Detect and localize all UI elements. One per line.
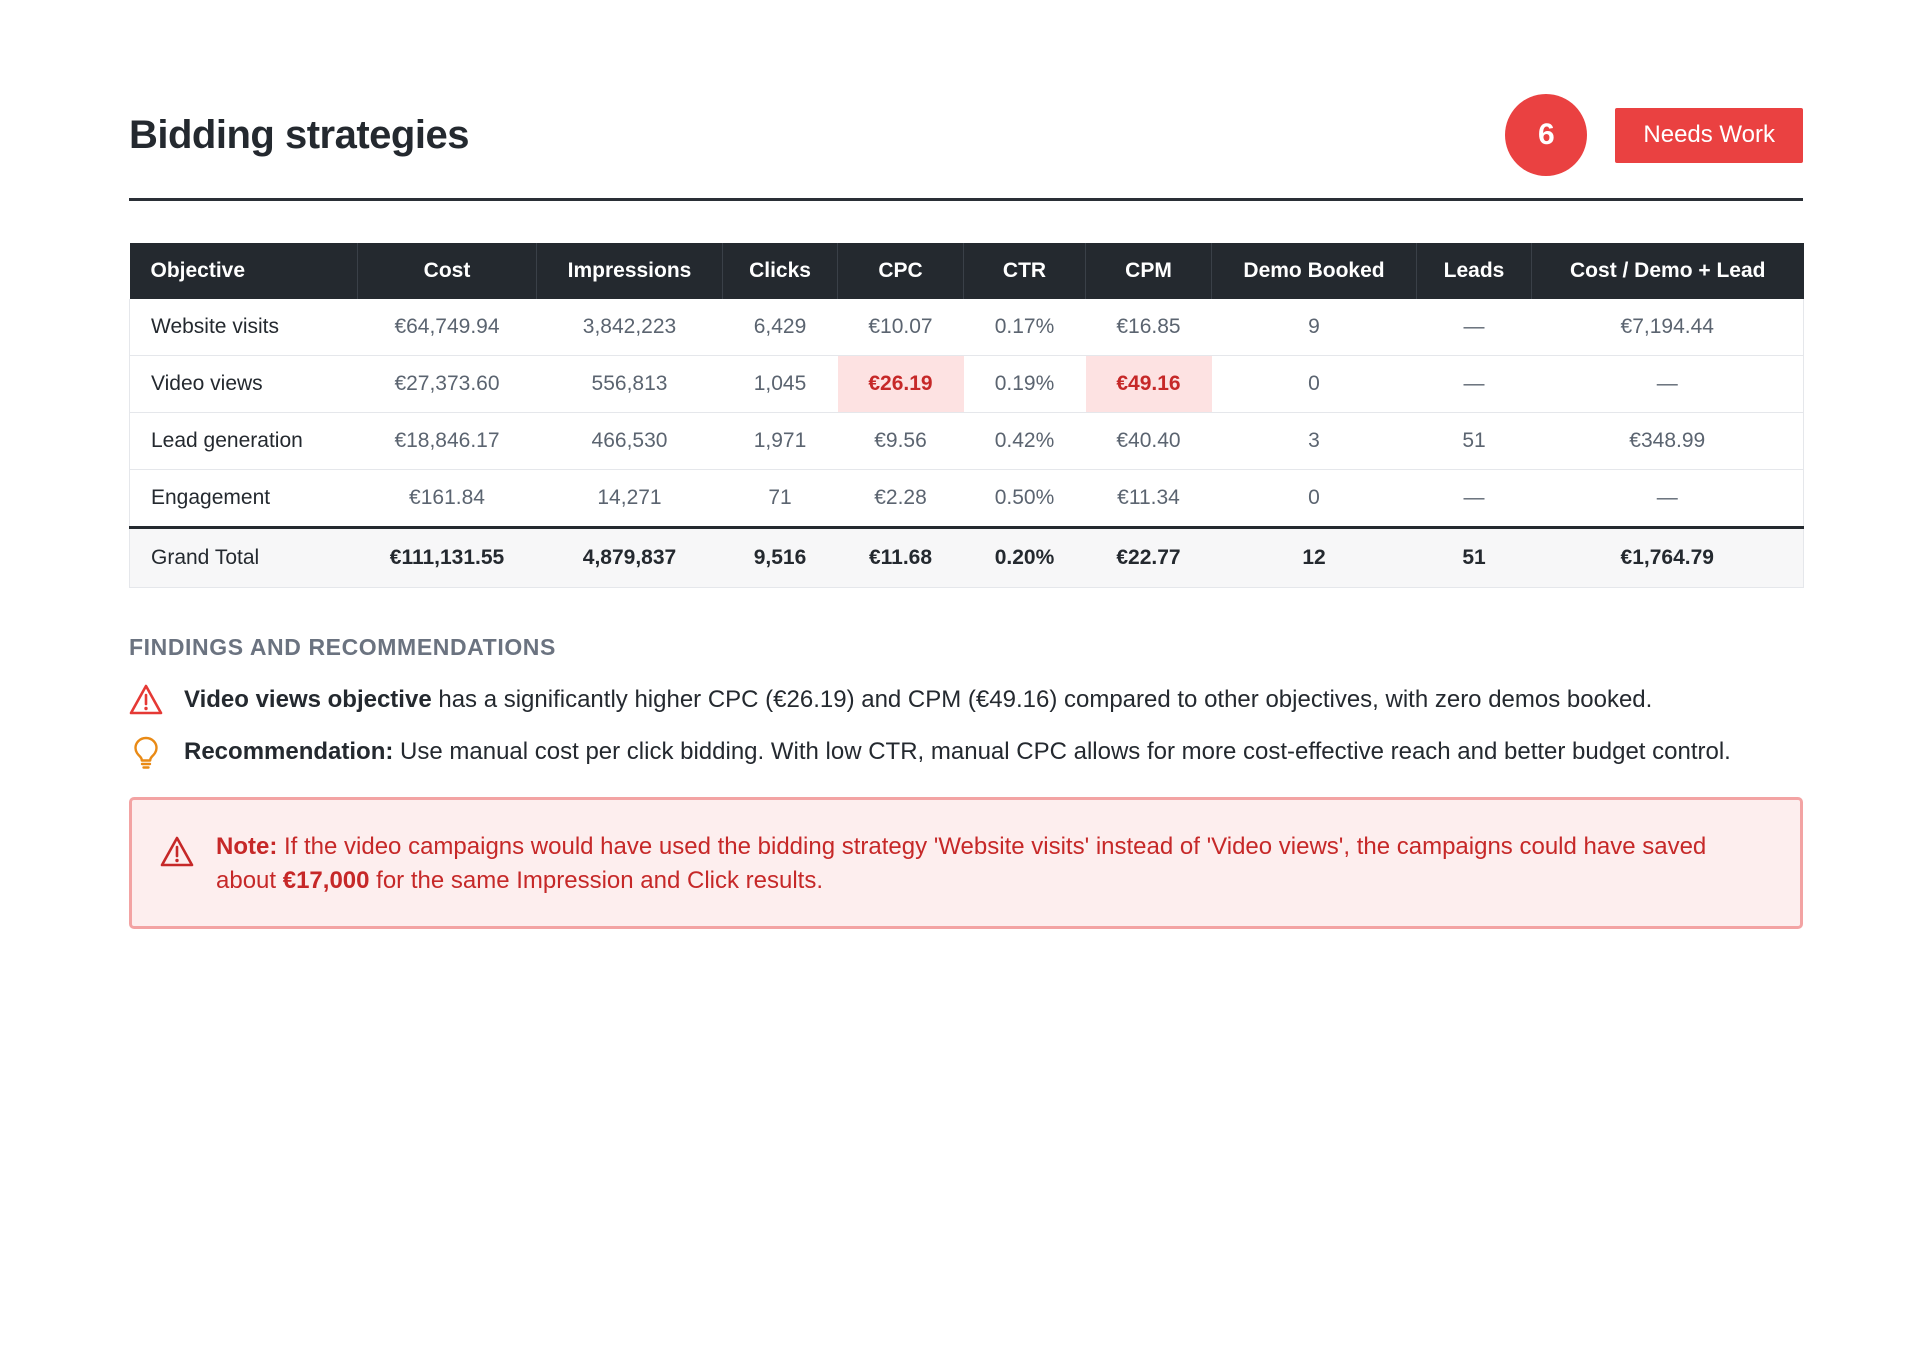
finding-body: has a significantly higher CPC (€26.19) and CPM (€49.16) compared to other objectives, with zero demos booked. [431, 686, 1653, 713]
grand-total-row [130, 528, 1804, 588]
table-cell: Lead generation [130, 413, 358, 470]
column-header[interactable]: CPC [838, 243, 964, 299]
table-cell: €348.99 [1532, 413, 1804, 470]
table-cell: 51 [1417, 413, 1532, 470]
report-page [129, 94, 1803, 929]
finding-text [184, 686, 1652, 714]
total-cell: €11.68 [838, 528, 964, 588]
recommendation-bold: Recommendation: [184, 738, 394, 765]
total-cell: €111,131.55 [358, 528, 537, 588]
finding-item [129, 683, 1803, 717]
column-header[interactable]: Cost / Demo + Lead [1532, 243, 1804, 299]
table-cell: — [1417, 356, 1532, 413]
table-row [130, 356, 1804, 413]
table-cell: €7,194.44 [1532, 299, 1804, 356]
total-cell: 12 [1212, 528, 1417, 588]
total-cell: 0.20% [964, 528, 1086, 588]
table-cell: €16.85 [1086, 299, 1212, 356]
table-header-row [130, 243, 1804, 299]
warning-icon [129, 683, 163, 717]
column-header[interactable]: Clicks [723, 243, 838, 299]
table-cell: €161.84 [358, 470, 537, 528]
note-callout [129, 797, 1803, 929]
section-header [129, 94, 1803, 201]
table-cell: 0 [1212, 470, 1417, 528]
table-cell: 0 [1212, 356, 1417, 413]
lightbulb-icon [129, 735, 163, 769]
note-amount: €17,000 [282, 867, 370, 894]
total-cell: 4,879,837 [537, 528, 723, 588]
table-cell: 0.50% [964, 470, 1086, 528]
table-cell: Website visits [130, 299, 358, 356]
note-label: Note: [216, 833, 278, 860]
total-cell: 9,516 [723, 528, 838, 588]
recommendation-text [184, 738, 1731, 766]
total-cell: €22.77 [1086, 528, 1212, 588]
column-header[interactable]: Objective [130, 243, 358, 299]
total-cell: €1,764.79 [1532, 528, 1804, 588]
table-cell: €40.40 [1086, 413, 1212, 470]
column-header[interactable]: Impressions [537, 243, 723, 299]
column-header[interactable]: Cost [358, 243, 537, 299]
table-cell: 0.42% [964, 413, 1086, 470]
highlighted-cell: €49.16 [1086, 356, 1212, 413]
table-row [130, 413, 1804, 470]
table-row [130, 299, 1804, 356]
bidding-table [129, 243, 1804, 588]
table-cell: 3,842,223 [537, 299, 723, 356]
table-cell: Video views [130, 356, 358, 413]
note-body: If the video campaigns would have used the bidding strategy 'Website visits' instead of 'Video views', the campaigns could have saved about [216, 833, 1707, 894]
table-cell: 71 [723, 470, 838, 528]
table-cell: 6,429 [723, 299, 838, 356]
recommendation-body: Use manual cost per click bidding. With low CTR, manual CPC allows for more cost-effective reach and better budget control. [393, 738, 1731, 765]
total-cell: 51 [1417, 528, 1532, 588]
warning-icon [160, 836, 196, 872]
table-row [130, 470, 1804, 528]
page-title: Bidding strategies [129, 112, 469, 157]
table-cell: Engagement [130, 470, 358, 528]
table-cell: — [1417, 299, 1532, 356]
column-header[interactable]: Leads [1417, 243, 1532, 299]
total-cell: Grand Total [130, 528, 358, 588]
table-cell: — [1532, 470, 1804, 528]
table-cell: — [1532, 356, 1804, 413]
table-cell: 3 [1212, 413, 1417, 470]
highlighted-cell: €26.19 [838, 356, 964, 413]
table-cell: 556,813 [537, 356, 723, 413]
table-cell: 0.19% [964, 356, 1086, 413]
table-cell: — [1417, 470, 1532, 528]
status-badge: Needs Work [1615, 108, 1803, 163]
note-body-end: for the same Impression and Click results. [369, 867, 824, 894]
recommendation-item [129, 735, 1803, 769]
table-cell: €2.28 [838, 470, 964, 528]
table-cell: €27,373.60 [358, 356, 537, 413]
column-header[interactable]: Demo Booked [1212, 243, 1417, 299]
header-badges [1505, 94, 1803, 176]
finding-bold: Video views objective [184, 686, 432, 713]
table-cell: 1,045 [723, 356, 838, 413]
table-cell: 9 [1212, 299, 1417, 356]
table-cell: €9.56 [838, 413, 964, 470]
table-cell: €10.07 [838, 299, 964, 356]
table-cell: 0.17% [964, 299, 1086, 356]
note-text [216, 833, 1706, 894]
table-cell: 466,530 [537, 413, 723, 470]
table-cell: €11.34 [1086, 470, 1212, 528]
table-cell: €18,846.17 [358, 413, 537, 470]
table-cell: 14,271 [537, 470, 723, 528]
table-cell: €64,749.94 [358, 299, 537, 356]
column-header[interactable]: CPM [1086, 243, 1212, 299]
findings-heading: FINDINGS AND RECOMMENDATIONS [129, 634, 556, 660]
table-cell: 1,971 [723, 413, 838, 470]
column-header[interactable]: CTR [964, 243, 1086, 299]
score-badge: 6 [1505, 94, 1587, 176]
